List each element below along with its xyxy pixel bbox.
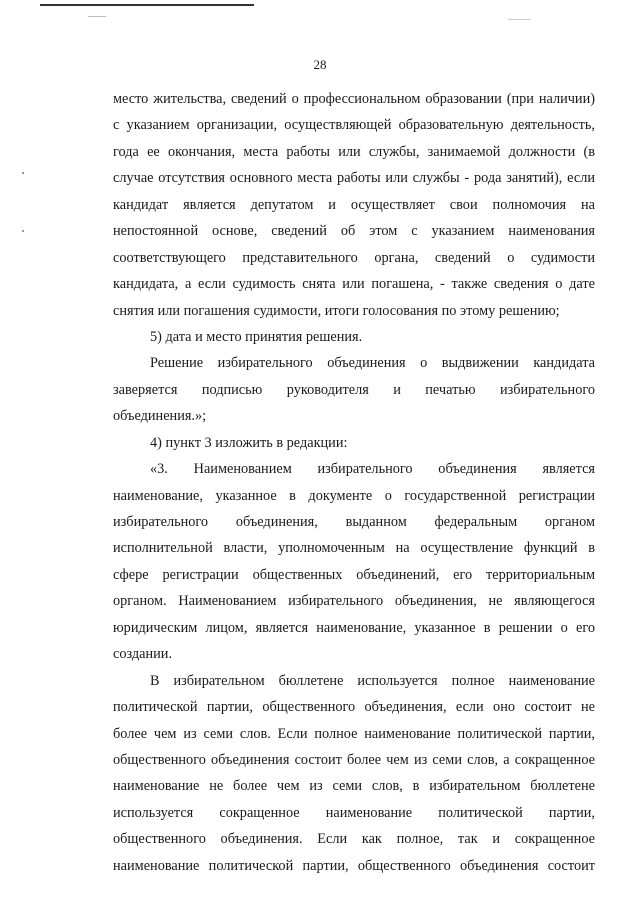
text-line: заверяется подписью руководителя и печатью избирательного <box>113 381 595 398</box>
text-line: создании. <box>113 646 173 663</box>
text-line: объединения.»; <box>113 408 207 425</box>
text-line: с указанием организации, осуществляющей образовательную деятельность, <box>113 117 595 134</box>
text-line: наименование, указанное в документе о государственной регистрации <box>113 487 595 504</box>
text-line: кандидата, а если судимость снята или погашена, - также сведения о дате <box>113 276 595 293</box>
text-line: наименование политической партии, общественного объединения состоит <box>113 857 595 874</box>
text-line: года ее окончания, места работы или службы, занимаемой должности (в <box>113 143 595 160</box>
page-number: 28 <box>313 57 327 72</box>
scan-artifact-mark <box>508 19 530 20</box>
scan-artifact-dot <box>22 172 24 174</box>
text-line: непостоянной основе, сведений об этом с указанием наименования <box>113 223 595 240</box>
text-line: юридическим лицом, является наименование, указанное в решении о его <box>113 619 595 636</box>
text-line: сфере регистрации общественных объединений, его территориальным <box>113 566 595 583</box>
scan-artifact-dot <box>22 230 24 232</box>
text-line: избирательного объединения, выданном федеральным органом <box>113 514 595 530</box>
text-line: снятия или погашения судимости, итоги голосования по этому решению; <box>113 302 560 319</box>
text-line: общественного объединения состоит более чем из семи слов, а сокращенное <box>113 751 595 768</box>
text-line: В избирательном бюллетене используется полное наименование <box>150 672 595 689</box>
text-line: наименование не более чем из семи слов, в избирательном бюллетене <box>113 778 595 795</box>
text-line: 4) пункт 3 изложить в редакции: <box>150 434 348 451</box>
document-body <box>113 86 595 879</box>
scan-artifact-line <box>40 4 254 6</box>
text-line: 5) дата и место принятия решения. <box>150 328 363 345</box>
text-line: «3. Наименованием избирательного объединения является <box>150 461 595 478</box>
text-line: органом. Наименованием избирательного объединения, не являющегося <box>113 593 595 610</box>
text-line: политической партии, общественного объединения, если оно состоит не <box>113 699 595 716</box>
text-line: более чем из семи слов. Если полное наименование политической партии, <box>113 725 595 742</box>
text-line: кандидат является депутатом и осуществляет свои полномочия на <box>113 196 595 213</box>
text-line: соответствующего представительного органа, сведений о судимости <box>113 249 595 266</box>
text-line: используется сокращенное наименование политической партии, <box>113 804 595 821</box>
text-line: место жительства, сведений о профессиональном образовании (при наличии) <box>113 91 595 107</box>
text-line: случае отсутствия основного места работы или службы - рода занятий), если <box>113 170 595 187</box>
scan-artifact-mark <box>88 16 106 17</box>
text-line: исполнительной власти, уполномоченным на осуществление функций в <box>113 540 595 557</box>
text-line: общественного объединения. Если как полное, так и сокращенное <box>113 831 595 848</box>
text-line: Решение избирательного объединения о выдвижении кандидата <box>150 355 595 372</box>
